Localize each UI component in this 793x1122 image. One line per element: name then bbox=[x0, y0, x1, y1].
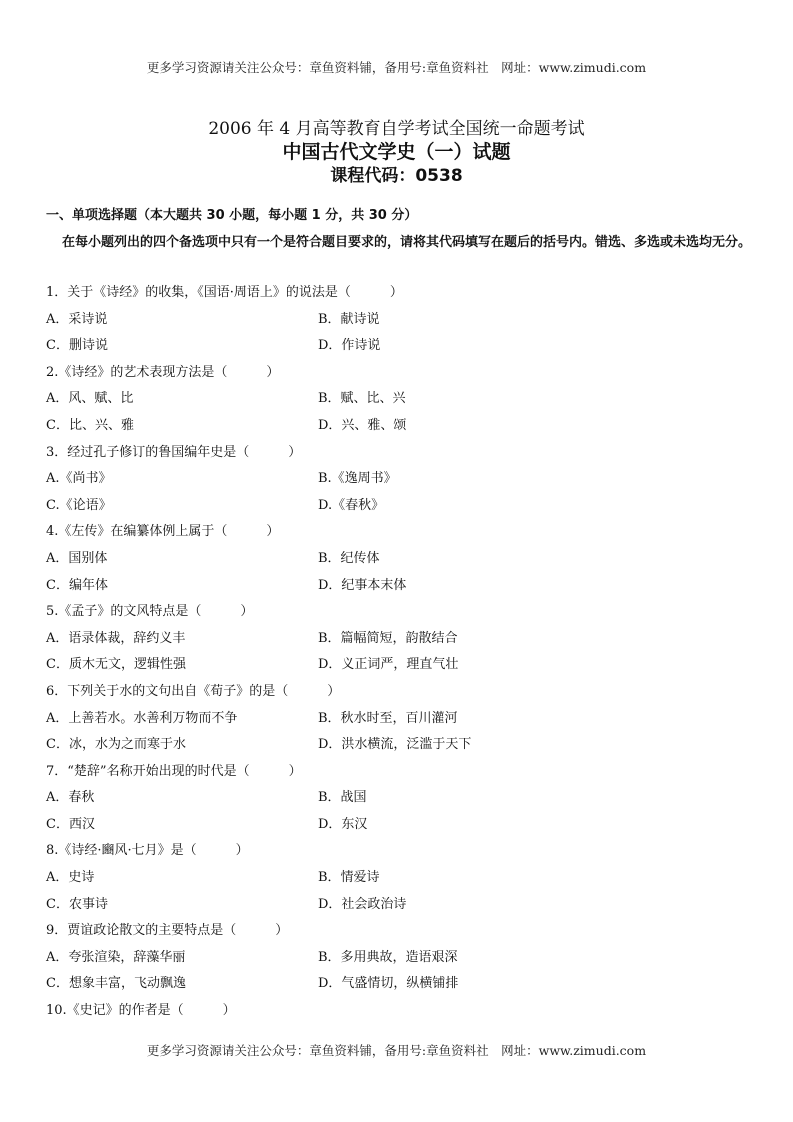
question-stem: 10.《史记》的作者是（ ） bbox=[46, 1003, 236, 1019]
question-stem: 5.《孟子》的文风特点是（ ） bbox=[46, 604, 254, 620]
option-a: A．语录体裁，辞约义丰 bbox=[46, 630, 186, 646]
option-b: B．献诗说 bbox=[318, 311, 380, 327]
option-d: D．纪事本末体 bbox=[318, 577, 407, 593]
course-code: 课程代码：0538 bbox=[330, 166, 463, 186]
option-row bbox=[46, 892, 746, 919]
option-row bbox=[46, 945, 746, 972]
option-row bbox=[46, 573, 746, 600]
option-row bbox=[46, 732, 746, 759]
option-d: D．社会政治诗 bbox=[318, 896, 407, 912]
option-c: C．比、兴、雅 bbox=[46, 417, 134, 433]
section-instructions: 在每小题列出的四个备选项中只有一个是符合题目要求的，请将其代码填写在题后的括号内。错选、多选或未选均无分。 bbox=[62, 235, 752, 250]
option-row bbox=[46, 865, 746, 892]
option-d: D．洪水横流，泛滥于天下 bbox=[318, 737, 472, 753]
option-c: C．质木无文，逻辑性强 bbox=[46, 657, 186, 673]
exam-title-subject: 中国古代文学史（一）试题 bbox=[282, 141, 511, 163]
option-row bbox=[46, 812, 746, 839]
option-row bbox=[46, 971, 746, 998]
question-stem: 6．下列关于水的文句出自《荀子》的是（ ） bbox=[46, 683, 341, 699]
option-d: D．作诗说 bbox=[318, 338, 381, 354]
option-a: A．上善若水。水善利万物而不争 bbox=[46, 710, 238, 726]
exam-title-block bbox=[0, 118, 793, 188]
exam-title-session: 2006 年 4 月高等教育自学考试全国统一命题考试 bbox=[208, 119, 585, 139]
option-row bbox=[46, 652, 746, 679]
option-a: A．国别体 bbox=[46, 550, 108, 566]
option-b: B．战国 bbox=[318, 790, 367, 806]
option-row bbox=[46, 546, 746, 573]
option-c: C．冰，水为之而寒于水 bbox=[46, 737, 186, 753]
option-row bbox=[46, 706, 746, 733]
option-c: C．农事诗 bbox=[46, 896, 108, 912]
option-row bbox=[46, 413, 746, 440]
option-b: B．情爱诗 bbox=[318, 870, 380, 886]
option-b: B.《逸周书》 bbox=[318, 471, 397, 487]
option-row bbox=[46, 785, 746, 812]
option-row bbox=[46, 493, 746, 520]
question-stem: 3．经过孔子修订的鲁国编年史是（ ） bbox=[46, 444, 302, 460]
option-a: A．春秋 bbox=[46, 790, 95, 806]
option-b: B．秋水时至，百川灌河 bbox=[318, 710, 458, 726]
option-d: D．义正词严，理直气壮 bbox=[318, 657, 459, 673]
option-c: C.《论语》 bbox=[46, 497, 112, 513]
option-d: D．兴、雅、颂 bbox=[318, 417, 407, 433]
option-b: B．篇幅简短，韵散结合 bbox=[318, 630, 458, 646]
question-stem: 8.《诗经·豳风·七月》是（ ） bbox=[46, 843, 249, 859]
option-d: D．东汉 bbox=[318, 816, 368, 832]
option-c: C．想象丰富，飞动飘逸 bbox=[46, 976, 186, 992]
question-stem: 9．贾谊政论散文的主要特点是（ ） bbox=[46, 923, 289, 939]
question-stem: 1．关于《诗经》的收集，《国语·周语上》的说法是（ ） bbox=[46, 285, 403, 300]
option-a: A．风、赋、比 bbox=[46, 391, 134, 407]
option-row bbox=[46, 333, 746, 360]
option-d: D．气盛情切，纵横铺排 bbox=[318, 976, 459, 992]
option-row bbox=[46, 307, 746, 334]
option-d: D.《春秋》 bbox=[318, 497, 385, 513]
footer-note: 更多学习资源请关注公众号：章鱼资料铺，备用号:章鱼资料社 网址：www.zimudi.com bbox=[146, 1043, 647, 1058]
question-stem: 2.《诗经》的艺术表现方法是（ ） bbox=[46, 364, 280, 380]
question-stem: 4.《左传》在编纂体例上属于（ ） bbox=[46, 524, 280, 540]
option-row bbox=[46, 386, 746, 413]
question-stem: 7．“楚辞”名称开始出现的时代是（ ） bbox=[46, 763, 302, 779]
section-heading: 一、单项选择题（本大题共 30 小题，每小题 1 分，共 30 分） bbox=[46, 208, 418, 223]
option-a: A.《尚书》 bbox=[46, 471, 112, 487]
option-a: A．史诗 bbox=[46, 870, 95, 886]
option-b: B．纪传体 bbox=[318, 550, 380, 566]
option-c: C．西汉 bbox=[46, 816, 95, 832]
option-row bbox=[46, 626, 746, 653]
option-row bbox=[46, 466, 746, 493]
option-c: C．删诗说 bbox=[46, 338, 108, 354]
option-b: B．多用典故，造语艰深 bbox=[318, 949, 458, 965]
header-note: 更多学习资源请关注公众号：章鱼资料铺，备用号:章鱼资料社 网址：www.zimudi.com bbox=[146, 60, 647, 75]
option-a: A．夸张渲染，辞藻华丽 bbox=[46, 949, 186, 965]
option-c: C．编年体 bbox=[46, 577, 108, 593]
question-list bbox=[46, 280, 746, 1025]
option-b: B．赋、比、兴 bbox=[318, 391, 406, 407]
option-a: A．采诗说 bbox=[46, 311, 108, 327]
